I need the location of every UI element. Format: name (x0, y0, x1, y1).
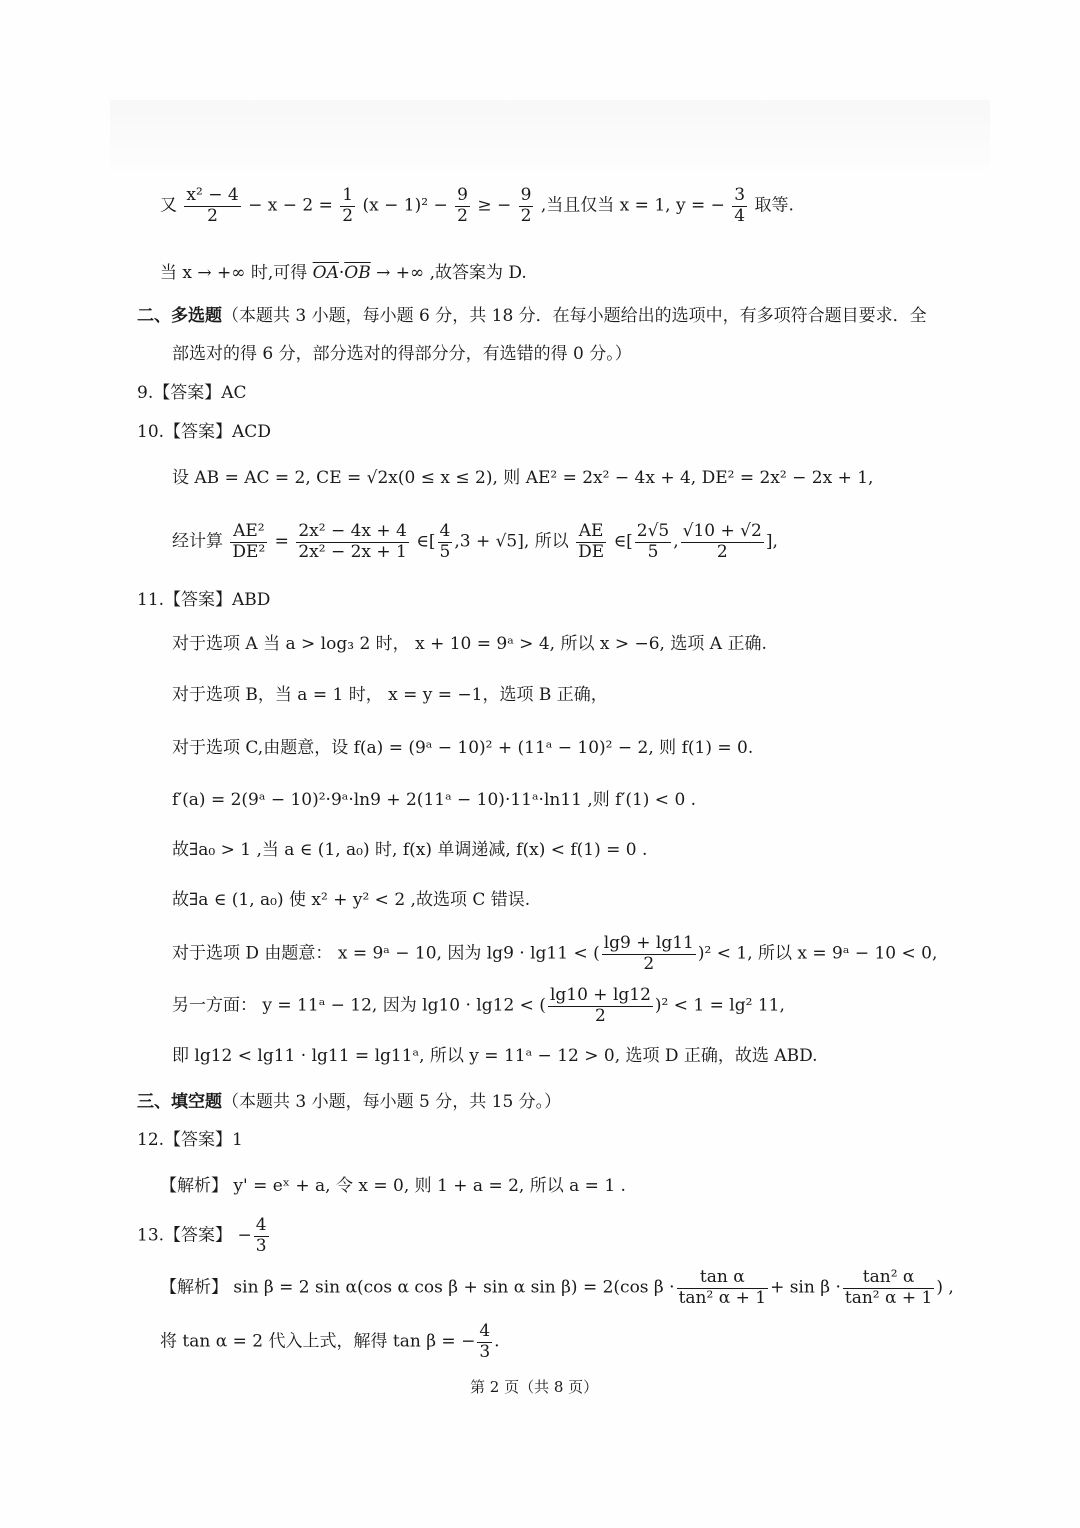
q11-line-9: 即 lg12 < lg11 · lg11 = lg11ᵃ, 所以 y = 11ᵃ − 12 > 0, 选项 D 正确，故选 ABD. (172, 1046, 818, 1066)
q11-line-2: 对于选项 B，当 a = 1 时， x = y = −1，选项 B 正确， (172, 685, 608, 705)
q11-line-1: 对于选项 A 当 a > log₃ 2 时， x + 10 = 9ᵃ > 4, 所以 x > −6, 选项 A 正确. (172, 634, 767, 654)
q13-line-3: 将 tan α = 2 代入上式，解得 tan β = − $\frac{4}{3}$ . (160, 1321, 500, 1362)
q12-solution: 【解析】 y' = eˣ + a, 令 x = 0, 则 1 + a = 2, 所以 a = 1 . (160, 1176, 626, 1196)
section-desc: （本题共 3 小题，每小题 5 分，共 15 分。） (222, 1092, 562, 1112)
fraction: $\frac{1}{2}$ (342, 185, 354, 226)
scan-shadow (110, 100, 990, 170)
q11-line-8: 另一方面： y = 11ᵃ − 12, 因为 lg10 · lg12 < ( $\frac{\lg 10 + \lg 12}{2}$ )² < 1 = lg² 11, (172, 985, 785, 1026)
q10-line-1: 设 AB = AC = 2, CE = √2x(0 ≤ x ≤ 2), 则 AE² = 2x² − 4x + 4, DE² = 2x² − 2x + 1, (172, 468, 874, 488)
fraction: $\frac{\text{tan α}}{\text{tan² α + 1}}$ (678, 1267, 767, 1308)
text: 又 (160, 195, 177, 216)
fraction: $\frac{3}{4}$ (734, 185, 746, 226)
page-footer: 第 2 页（共 8 页） (470, 1378, 599, 1396)
answer-9: 9.【答案】AC (137, 383, 247, 403)
fraction: $\frac{√10 + √2}{2}$ (682, 521, 762, 562)
answer-11: 11.【答案】ABD (137, 590, 271, 610)
text: − x − 2 = (248, 195, 333, 216)
section-3-heading (137, 1094, 561, 1111)
answer-12: 12.【答案】1 (137, 1130, 243, 1150)
section-desc: （本题共 3 小题，每小题 6 分，共 18 分．在每小题给出的选项中，有多项符合题目要求．全 (222, 306, 927, 326)
q11-line-7: 对于选项 D 由题意： x = 9ᵃ − 10, 因为 lg9 · lg11 < ( $\frac{\lg 9 + \lg 11}{2}$ )² < 1, 所以 x = 9ᵃ − 10 < 0, (172, 933, 938, 974)
text: ≥ − (477, 195, 512, 216)
fraction: $\frac{\text{tan² α}}{\text{tan² α + 1}}$ (844, 1267, 933, 1308)
section-title: 二、多选题 (137, 306, 222, 326)
answer-13: 13.【答案】 − $\frac{4}{3}$ (137, 1215, 267, 1256)
answer-10: 10.【答案】ACD (137, 422, 271, 442)
line-limit: 当 x → +∞ 时,可得 $\overline{OA}\cdot\overline{OB}$ → +∞ ,故答案为 D. (160, 263, 527, 283)
fraction: $\frac{\text{AE²}}{\text{DE²}}$ (232, 521, 266, 562)
q11-line-4: f′(a) = 2(9ᵃ − 10)²·9ᵃ·ln9 + 2(11ᵃ − 10)·11ᵃ·ln11 ,则 f′(1) < 0 . (172, 790, 697, 810)
fraction: $\frac{9}{2}$ (457, 185, 468, 226)
fraction: $\frac{\lg 9 + \lg 11}{2}$ (603, 933, 694, 974)
fraction: $\frac{\text{2x² − 4x + 4}}{\text{2x² − 2x + 1}}$ (298, 521, 407, 562)
fraction: $\frac{4}{5}$ (439, 521, 451, 562)
text: ,当且仅当 x = 1, y = − (540, 195, 725, 216)
fraction: $\frac{4}{3}$ (255, 1215, 267, 1256)
q11-line-6: 故∃a ∈ (1, a₀) 使 x² + y² < 2 ,故选项 C 错误. (172, 890, 531, 910)
line-inequality (160, 186, 794, 226)
fraction: $\frac{\text{x² − 4}}{2}$ (186, 185, 239, 226)
vector-ob: $\overline{OB}$ (344, 263, 371, 283)
fraction: $\frac{9}{2}$ (520, 185, 532, 226)
fraction: $\frac{AE}{DE}$ (578, 521, 605, 562)
vector-oa: $\overline{OA}$ (312, 263, 339, 283)
section-title: 三、填空题 (137, 1092, 222, 1112)
text: (x − 1)² − (362, 195, 448, 216)
text: 取等. (754, 195, 794, 216)
fraction: $\frac{2√5}{5}$ (636, 521, 670, 562)
section-2-desc-cont: 部选对的得 6 分，部分选对的得部分分，有选错的得 0 分。） (172, 344, 632, 364)
q11-line-3: 对于选项 C,由题意，设 f(a) = (9ᵃ − 10)² + (11ᵃ − 10)² − 2, 则 f(1) = 0. (172, 738, 754, 758)
fraction: $\frac{4}{3}$ (479, 1321, 491, 1362)
q13-solution: 【解析】 sin β = 2 sin α(cos α cos β + sin α sin β) = 2(cos β · $\frac{\text{tan α}}{\text{tan² α + 1}}$ + sin β · $\frac{\text{tan² α}}{\text{tan² α + 1}}$ ) , (160, 1267, 954, 1308)
q10-line-2: 经计算 $\frac{\text{AE²}}{\text{DE²}}$ = $\frac{\text{2x² − 4x + 4}}{\text{2x² − 2x + 1}}$ ∈[ $\frac{4}{5}$ ,3 + √5], 所以 $\frac{AE}{DE}$ ∈[ $\frac{2√5}{5}$ , $\frac{√10 + √2}{2}$ ], (172, 521, 778, 562)
section-2-heading (137, 308, 927, 325)
fraction: $\frac{\lg 10 + \lg 12}{2}$ (549, 985, 651, 1026)
q11-line-5: 故∃a₀ > 1 ,当 a ∈ (1, a₀) 时, f(x) 单调递减, f(x) < f(1) = 0 . (172, 840, 648, 860)
